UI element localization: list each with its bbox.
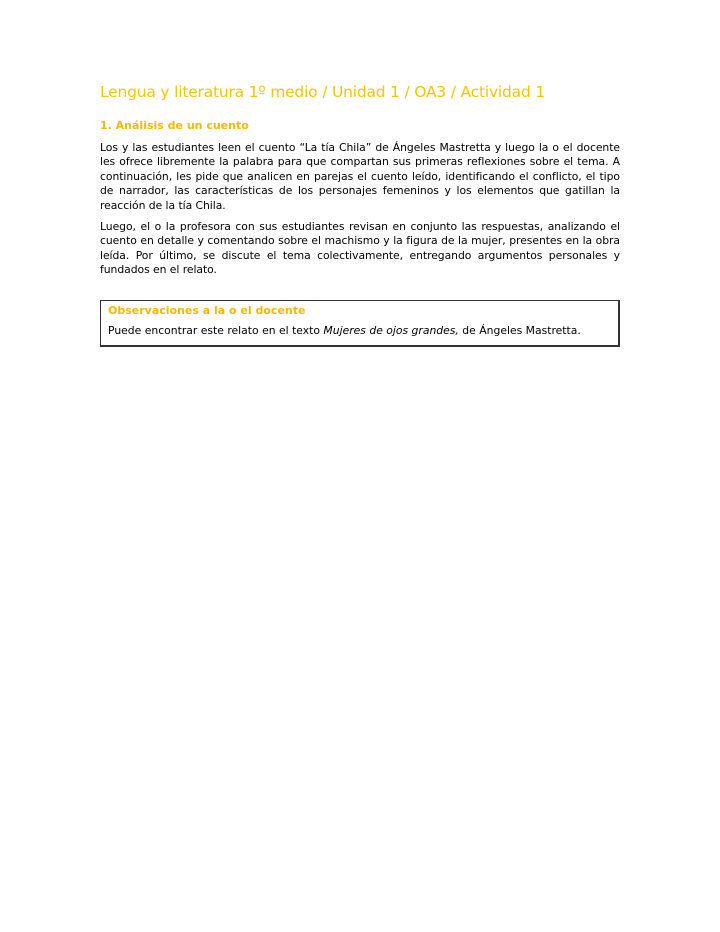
observations-box (100, 300, 620, 347)
section-title: 1. Análisis de un cuento (100, 119, 249, 132)
paragraph-1: Los y las estudiantes leen el cuento “La tía Chila” de Ángeles Mastretta y luego la o el docente les ofrece libremente la palabra para que compartan sus primeras reflexiones sobre el tema. A continuación, les pide que analicen en parejas el cuento leído, identificando el conflicto, el tipo de narrador, las características de los personajes femeninos y los elementos que gatillan la reacción de la tía Chila. (100, 141, 620, 212)
document-page (100, 82, 620, 347)
observations-title: Observaciones a la o el docente (108, 303, 306, 317)
paragraph-2: Luego, el o la profesora con sus estudiantes revisan en conjunto las respuestas, analizando el cuento en detalle y comentando sobre el machismo y la figura de la mujer, presentes en la obra leída. Por último, se discute el tema colectivamente, entregando argumentos personales y fundados en el relato. (100, 220, 620, 277)
observations-text (108, 324, 612, 338)
book-title: Mujeres de ojos grandes, (323, 323, 459, 337)
observations-text-after: de Ángeles Mastretta. (458, 323, 581, 337)
breadcrumb: Lengua y literatura 1º medio / Unidad 1 / OA3 / Actividad 1 (100, 83, 546, 101)
observations-text-before: Puede encontrar este relato en el texto (108, 323, 324, 337)
